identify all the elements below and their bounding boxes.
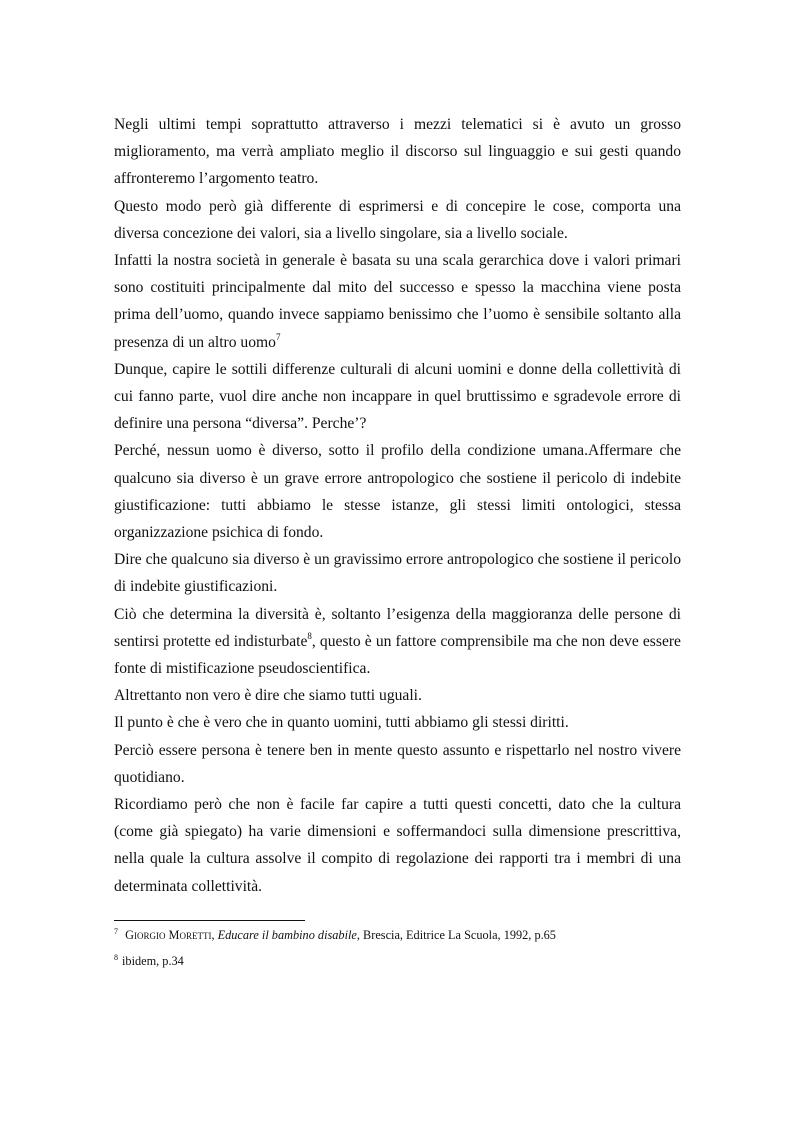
paragraph-6: Dire che qualcuno sia diverso è un gravissimo errore antropologico che sostiene il pericolo di indebite giustificazioni. xyxy=(114,551,681,596)
paragraph-3: Infatti la nostra società in generale è basata su una scala gerarchica dove i valori primari sono costituiti principalmente dal mito del successo e spesso la macchina viene posta prima dell’uomo, quando invece sappiamo benissimo che l’uomo è sensibile soltanto alla presenza di un altro uomo$^7$ xyxy=(114,252,681,351)
paragraph-9: Il punto è che è vero che in quanto uomini, tutti abbiamo gli stessi diritti. xyxy=(114,714,569,732)
paragraph-7: Ciò che determina la diversità è, soltanto l’esigenza della maggioranza delle persone di sentirsi protette ed indisturbate$^8$, questo è un fattore comprensibile ma che non deve essere fonte di mistificazione pseudoscientifica. xyxy=(114,605,681,678)
footnote-mark-7: 7 xyxy=(114,927,118,936)
paragraph-11: Ricordiamo però che non è facile far capire a tutti questi concetti, dato che la cultura (come già spiegato) ha varie dimensioni e soffermandoci sulla dimensione prescrittiva, nella quale la cultura assolve il compito di regolazione dei rapporti tra i membri di una determinata collettività. xyxy=(114,796,681,895)
footnote-ref-8[interactable]: 8 xyxy=(307,630,312,641)
footnotes xyxy=(114,928,681,980)
footnote-mark-8: 8 xyxy=(114,953,118,962)
paragraph-5: Perché, nessun uomo è diverso, sotto il profilo della condizione umana.Affermare che qualcuno sia diverso è un grave errore antropologico che sostiene il pericolo di indebite giustificazione: tutti abbiamo le stesse istanze, gli stessi limiti ontologici, stessa organizzazione psichica di fondo. xyxy=(114,442,681,542)
footnote-8: $^8$ ibidem, p.34 xyxy=(114,953,184,968)
footnote-ref-7[interactable]: 7 xyxy=(275,331,281,342)
paragraph-8: Altrettanto non vero è dire che siamo tutti uguali. xyxy=(114,687,422,705)
footnote-author: Giorgio Moretti xyxy=(125,928,212,942)
footnote-separator xyxy=(114,920,305,921)
footnote-7: $^7$ Giorgio Moretti, Educare il bambino disabile, Brescia, Editrice La Scuola, 1992, p.65 xyxy=(114,927,556,942)
document-body xyxy=(114,111,681,900)
paragraph-2: Questo modo però già differente di esprimersi e di concepire le cose, comporta una diversa concezione dei valori, sia a livello singolare, sia a livello sociale. xyxy=(114,197,681,242)
paragraph-4: Dunque, capire le sottili differenze culturali di alcuni uomini e donne della collettività di cui fanno parte, vuol dire anche non incappare in quel bruttissimo e sgradevole errore di definire una persona “diversa”. Perche’? xyxy=(114,360,681,433)
paragraph-10: Perciò essere persona è tenere ben in mente questo assunto e rispettarlo nel nostro vivere quotidiano. xyxy=(114,741,681,786)
footnote-title: Educare il bambino disabile xyxy=(217,928,357,942)
paragraph-1: Negli ultimi tempi soprattutto attraverso i mezzi telematici si è avuto un grosso miglioramento, ma verrà ampliato meglio il discorso sul linguaggio e sui gesti quando affronteremo l’argomento teatro. xyxy=(114,116,681,188)
